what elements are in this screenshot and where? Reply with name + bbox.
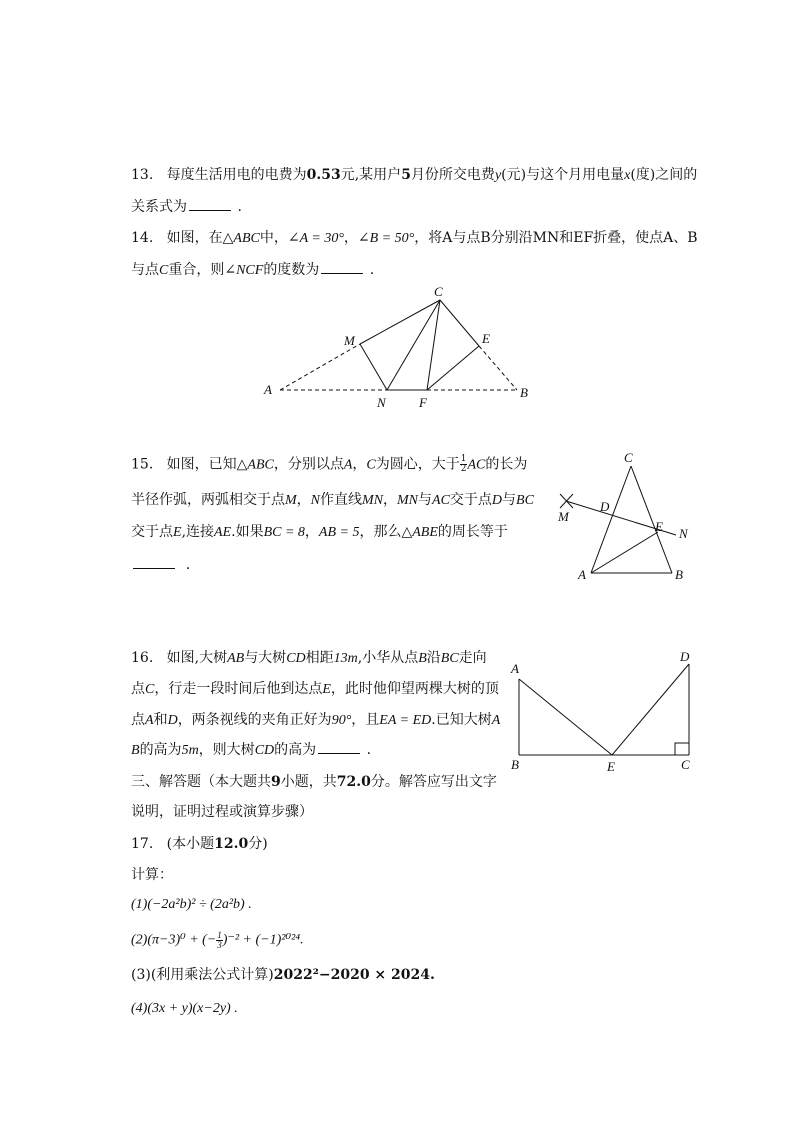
q16-text-3c: 和 bbox=[153, 712, 168, 728]
q16-point-a: A bbox=[145, 713, 154, 728]
q16-point-d: D bbox=[167, 713, 178, 728]
q17-header-a: (本小题 bbox=[166, 836, 215, 852]
q17-part2 bbox=[131, 931, 304, 950]
q17-part2-a: (2)(π−3)⁰ + (− bbox=[131, 932, 217, 948]
q17-part3-a: (3)(利用乘法公式计算) bbox=[131, 967, 274, 983]
q17-header bbox=[131, 835, 268, 853]
q15-sep: ， bbox=[352, 456, 367, 473]
fig15-label-c: C bbox=[624, 450, 633, 465]
q13-text-e: (度)之间的 bbox=[630, 167, 698, 183]
q15-ac: AC bbox=[467, 457, 486, 473]
q15-bc: BC bbox=[516, 493, 534, 508]
section3-line2 bbox=[131, 803, 313, 821]
q15-ab-value: AB = 5 bbox=[318, 525, 360, 540]
q14-text-g: 的度数为 bbox=[263, 262, 320, 278]
q16-text-e: 相距 bbox=[305, 650, 334, 666]
q16-cd-2: CD bbox=[254, 743, 275, 758]
q17-part3-b: 2022²−2020 × 2024. bbox=[273, 967, 435, 983]
q14-text-f: 重合，则 bbox=[168, 262, 225, 278]
q15-text-2i: 与 bbox=[418, 492, 433, 508]
fig15-label-n: N bbox=[679, 526, 688, 541]
q15-point-m: M bbox=[285, 493, 297, 508]
q15-text-h: 的长为 bbox=[485, 456, 528, 473]
q15-text-2k: 交于点 bbox=[449, 492, 492, 508]
q15-triangle: △ABC bbox=[236, 457, 274, 473]
q14-point-c: C bbox=[159, 263, 169, 278]
fig16-sight-ed bbox=[612, 664, 689, 755]
q17-part4-text: (4)(3x + y)(x−2y) . bbox=[131, 1001, 238, 1016]
q14-angle-ncf: ∠NCF bbox=[224, 263, 264, 278]
q15-mn-1: MN bbox=[362, 493, 384, 508]
q16-text-k: 走向 bbox=[458, 650, 487, 666]
fig16-right-angle bbox=[675, 743, 689, 755]
fig15-label-b: B bbox=[675, 567, 683, 582]
q15-triangle-abe: △ABE bbox=[401, 525, 438, 540]
q16-text-2e: ，此时他仰望两棵大树的顶 bbox=[330, 681, 499, 697]
q17-part4 bbox=[131, 1000, 238, 1018]
q17-header-b: 分) bbox=[248, 836, 268, 852]
q15-bc-value: BC = 8 bbox=[263, 525, 305, 540]
fig16-sight-ae bbox=[519, 679, 612, 755]
section3-line1 bbox=[131, 773, 497, 791]
q17-part1 bbox=[131, 896, 252, 914]
q17-score: 12.0 bbox=[214, 836, 249, 852]
q17-part2-fraction: $\frac{1}{3}$ bbox=[217, 930, 222, 950]
q15-fraction: $\frac{1}{2}$ bbox=[460, 454, 467, 474]
q13-price: 0.53 bbox=[306, 167, 341, 183]
q13-month: 5 bbox=[401, 167, 411, 183]
fig15-label-a: A bbox=[578, 567, 586, 582]
q14-text-c: ，将 bbox=[414, 230, 443, 246]
section3-text-d: 说明，证明过程或演算步骤） bbox=[131, 804, 313, 820]
fig16-label-a: A bbox=[511, 661, 519, 676]
q16-number: 16. bbox=[131, 650, 154, 666]
fig14-label-c: C bbox=[434, 284, 443, 299]
q15-number: 15. bbox=[131, 456, 154, 473]
q15-text-b: ，分别以点 bbox=[273, 456, 344, 473]
q15-text-a: 如图，已知 bbox=[166, 456, 237, 473]
q13-var-x: x bbox=[624, 168, 631, 183]
q15-sep3: ， bbox=[383, 492, 398, 508]
q15-ae: AE bbox=[214, 525, 232, 540]
q13-end: . bbox=[237, 199, 242, 215]
q17-part2-b: )⁻² + (−1)²⁰²⁴. bbox=[222, 932, 304, 948]
fig14-label-m: M bbox=[344, 333, 355, 348]
q16-point-e: E bbox=[322, 682, 331, 697]
q13-text-b: 元,某用户 bbox=[340, 167, 402, 183]
q16-text-3e: ，两条视线的夹角正好为 bbox=[177, 712, 332, 728]
q15-sep2: ， bbox=[296, 492, 311, 508]
q15-sep4: ， bbox=[304, 524, 319, 540]
section3-text-c: 分。解答应写出文字 bbox=[370, 774, 497, 790]
q16-text-a: 如图,大树 bbox=[166, 650, 228, 666]
q15-ac-2: AC bbox=[432, 493, 450, 508]
fig16-label-e: E bbox=[607, 759, 615, 774]
q15-text-3c: ,连接 bbox=[181, 524, 215, 540]
fig14-label-n: N bbox=[377, 395, 386, 410]
fig16-label-b: B bbox=[511, 757, 519, 772]
q14-text-d: A与点B分别沿MN和EF折叠，使点A、B bbox=[442, 230, 698, 246]
q14-text-a: 如图，在 bbox=[166, 230, 223, 246]
q16-text-4f: 的高为 bbox=[274, 742, 317, 758]
q14-text-e: 与点 bbox=[131, 262, 159, 278]
q16-point-c: C bbox=[145, 682, 155, 697]
q16-text-3i: .已知大树 bbox=[431, 712, 492, 728]
fig14-label-f: F bbox=[419, 395, 427, 410]
q14-end: . bbox=[369, 262, 375, 278]
q16-end: . bbox=[366, 742, 372, 758]
q16-cd: CD bbox=[286, 651, 306, 666]
q14-angle-a: ∠A = 30° bbox=[287, 231, 344, 246]
q15-point-a: A bbox=[343, 457, 353, 473]
q17-number: 17. bbox=[131, 836, 154, 852]
q17-part3 bbox=[131, 966, 435, 984]
q15-text-2e: 作直线 bbox=[320, 492, 363, 508]
section3-text-a: 三、解答题（本大题共 bbox=[131, 774, 271, 790]
q17-prompt bbox=[131, 866, 173, 884]
q14-sep: ， bbox=[343, 230, 358, 246]
q13-number: 13. bbox=[131, 167, 154, 183]
q16-text-4d: ，则大树 bbox=[198, 742, 255, 758]
q17-prompt-text: 计算： bbox=[131, 867, 173, 883]
q14-triangle: △ABC bbox=[222, 231, 260, 246]
q16-point-b: B bbox=[418, 651, 427, 666]
q16-text-2a: 点 bbox=[131, 681, 145, 697]
fig15-label-m: M bbox=[558, 509, 569, 524]
q16-text-3a: 点 bbox=[131, 712, 145, 728]
q15-text-2m: 与 bbox=[502, 492, 517, 508]
q16-text-2c: ，行走一段时间后他到达点 bbox=[154, 681, 323, 697]
q14-number: 14. bbox=[131, 230, 154, 246]
q13-text-c: 月份所交电费 bbox=[410, 167, 495, 183]
section3-text-b: 小题，共 bbox=[280, 774, 337, 790]
q15-text-3e: .如果 bbox=[231, 524, 264, 540]
q15-end: . bbox=[185, 557, 191, 573]
q15-text-3a: 交于点 bbox=[131, 524, 173, 540]
section3-count: 9 bbox=[271, 774, 281, 790]
q16-text-g: ,小华从点 bbox=[357, 650, 419, 666]
q15-point-d: D bbox=[491, 493, 503, 508]
q16-angle: 90° bbox=[331, 713, 352, 728]
q14-text-b: 中， bbox=[259, 230, 288, 246]
q16-tree-b: B bbox=[131, 743, 140, 758]
q13-text-d: (元)与这个月用电量 bbox=[501, 167, 625, 183]
q13-var-y: y bbox=[494, 168, 502, 183]
fig14-label-b: B bbox=[520, 385, 528, 400]
section3-score: 72.0 bbox=[336, 774, 371, 790]
q16-ea-ed: EA = ED bbox=[379, 713, 432, 728]
fig14-label-a: A bbox=[264, 382, 272, 397]
q13-text-line2: 关系式为 bbox=[131, 199, 187, 215]
fig14-label-e: E bbox=[482, 331, 490, 346]
q16-ab: AB bbox=[227, 651, 245, 666]
q16-text-3g: ，且 bbox=[351, 712, 380, 728]
q15-mn-2: MN bbox=[397, 493, 419, 508]
q16-height-ab: 5m bbox=[181, 743, 199, 758]
q13-text-a: 每度生活用电的电费为 bbox=[166, 167, 307, 183]
q16-text-i: 沿 bbox=[426, 650, 441, 666]
q16-text-c: 与大树 bbox=[244, 650, 287, 666]
q16-distance: 13m bbox=[333, 651, 358, 666]
q15-text-2a: 半径作弧，两弧相交于点 bbox=[131, 492, 285, 508]
q15-point-c: C bbox=[366, 457, 376, 473]
q15-text-3i: ，那么 bbox=[359, 524, 402, 540]
q15-text-3k: 的周长等于 bbox=[437, 524, 508, 540]
q15-text-f: 为圆心，大于 bbox=[375, 456, 460, 473]
q16-tree-a: A bbox=[491, 713, 501, 728]
q17-part1-text: (1)(−2a²b)² ÷ (2a²b) . bbox=[131, 897, 252, 912]
fig15-label-d: D bbox=[600, 499, 610, 514]
fig15-label-e: E bbox=[655, 519, 663, 534]
q15-point-e: E bbox=[173, 525, 182, 540]
q14-angle-b: ∠B = 50° bbox=[357, 231, 415, 246]
q15-point-n: N bbox=[310, 493, 321, 508]
fig16-label-c: C bbox=[681, 757, 690, 772]
q16-text-4b: 的高为 bbox=[139, 742, 182, 758]
q16-bc: BC bbox=[440, 651, 459, 666]
fig16-label-d: D bbox=[680, 649, 690, 664]
